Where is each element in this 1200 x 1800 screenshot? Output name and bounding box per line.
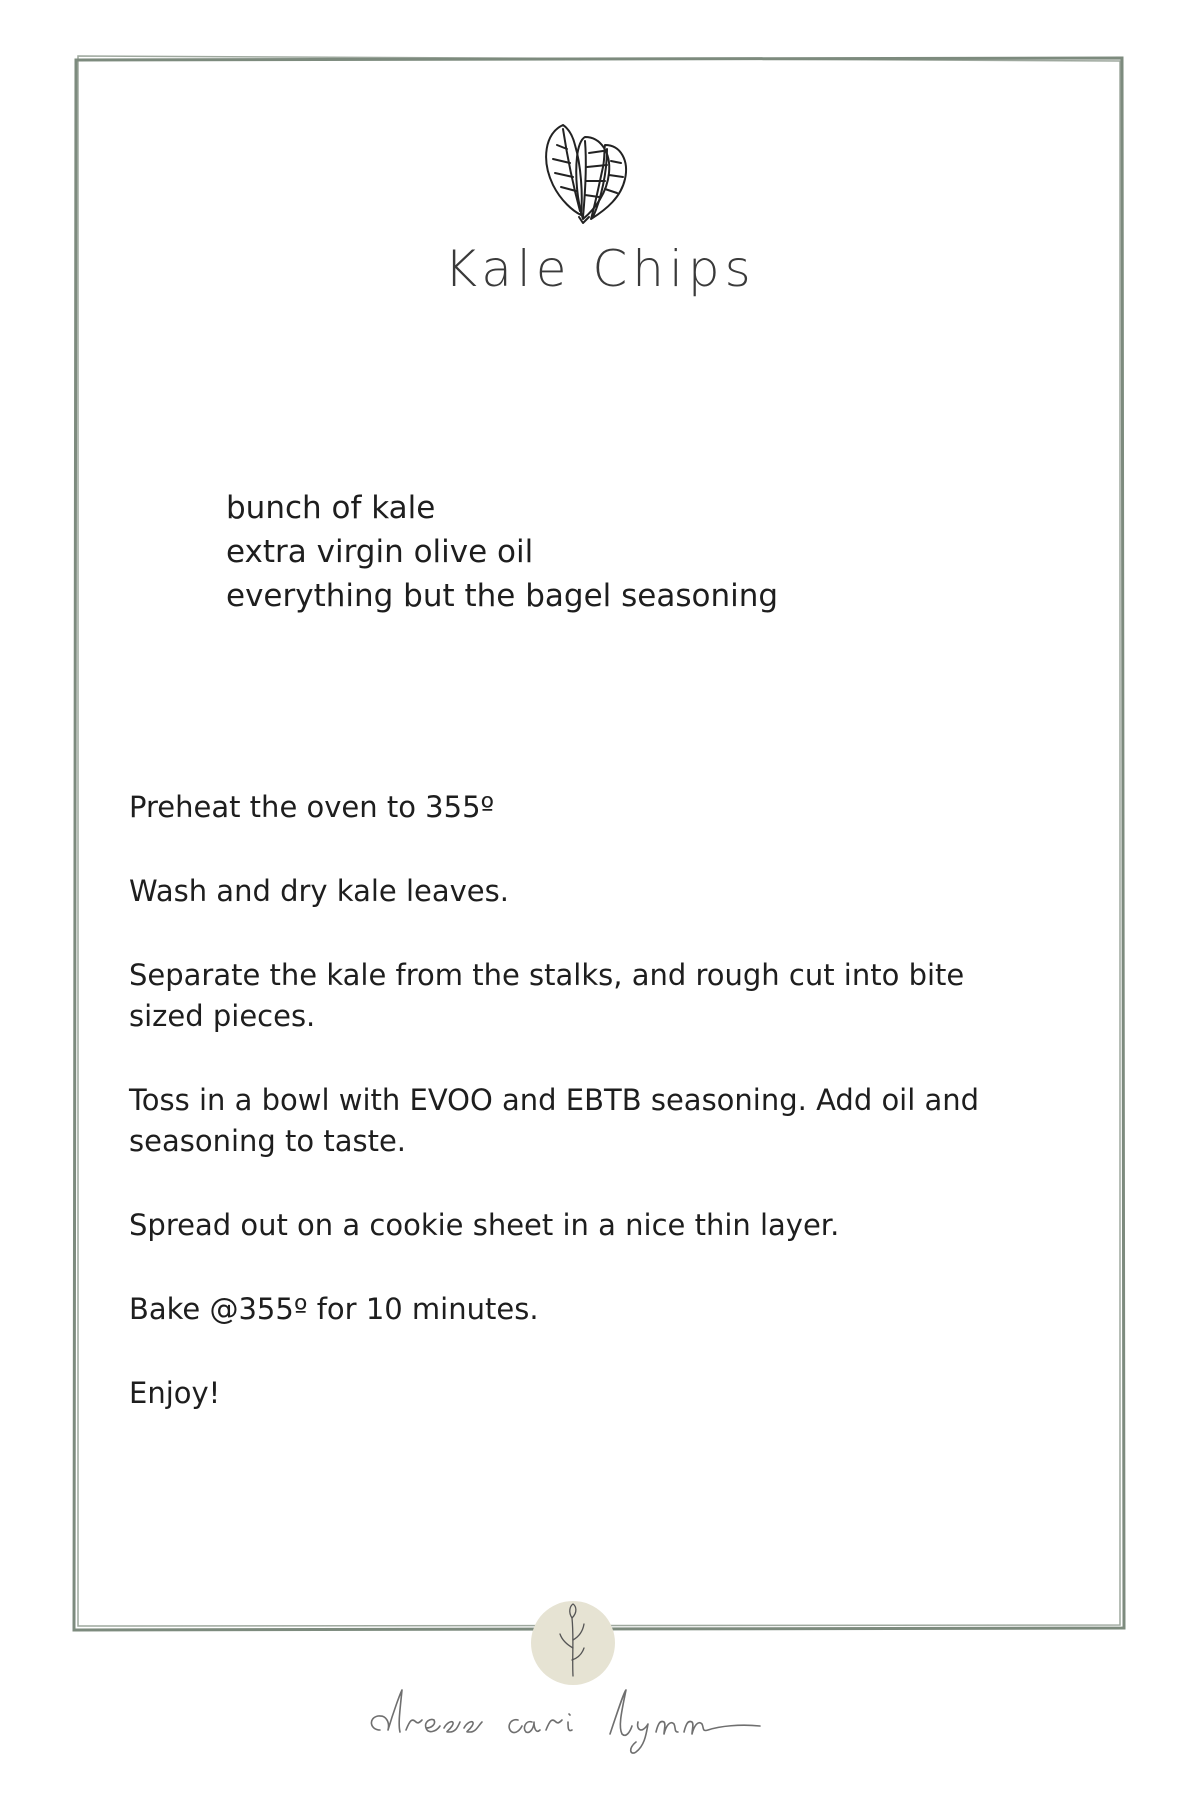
ingredient-item: bunch of kale	[226, 490, 436, 526]
instruction-step: Bake @355º for 10 minutes.	[129, 1292, 539, 1326]
ingredient-item: everything but the bagel seasoning	[226, 578, 779, 614]
instruction-step: Preheat the oven to 355º	[129, 790, 495, 824]
instruction-step: Wash and dry kale leaves.	[129, 874, 509, 908]
instruction-step: Spread out on a cookie sheet in a nice thin layer.	[129, 1208, 840, 1242]
flower-seal-icon	[528, 1598, 618, 1688]
ingredient-item: extra virgin olive oil	[226, 534, 534, 570]
ingredients-list	[226, 486, 1026, 618]
instruction-step: Enjoy!	[129, 1376, 221, 1410]
recipe-title: Kale Chips	[444, 240, 756, 298]
instructions-list	[129, 787, 1029, 1457]
instruction-step: Toss in a bowl with EVOO and EBTB seasoning. Add oil and seasoning to taste.	[129, 1083, 980, 1158]
kale-leaf-icon	[533, 115, 633, 225]
instruction-step: Separate the kale from the stalks, and rough cut into bite sized pieces.	[129, 958, 965, 1033]
